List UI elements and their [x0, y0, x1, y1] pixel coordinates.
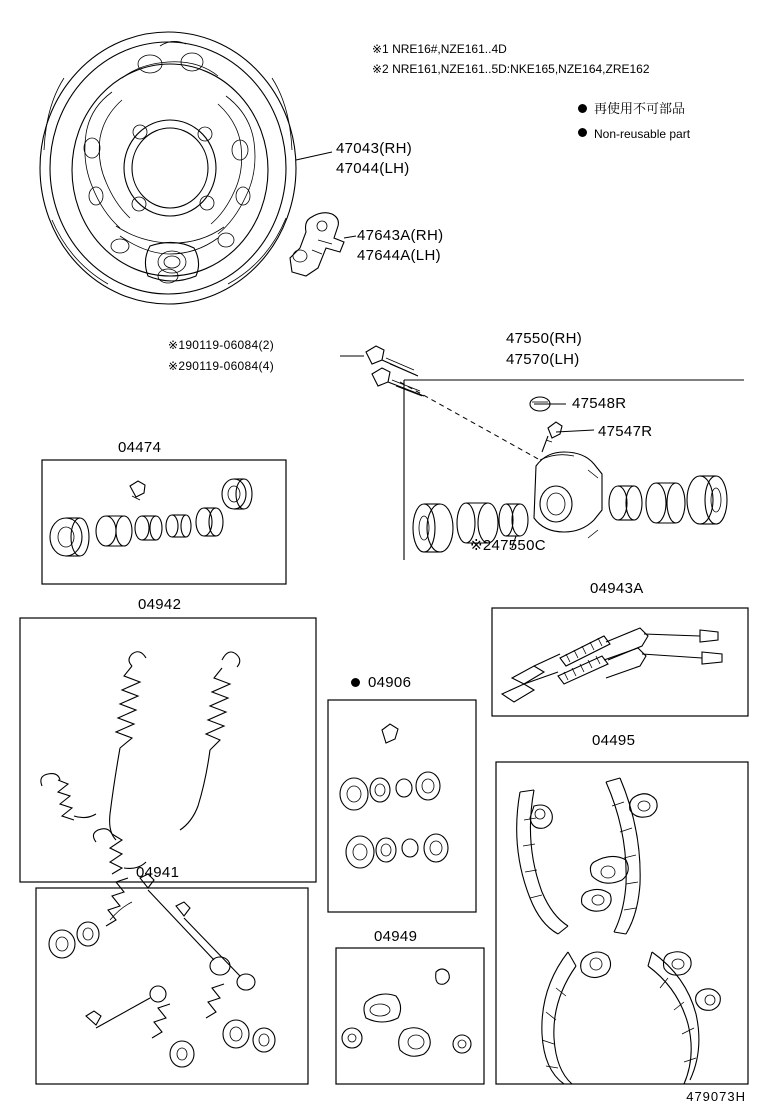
label-04495: 04495 [592, 732, 636, 749]
label-47548r: 47548R [572, 395, 627, 412]
label-47547r: 47547R [598, 423, 653, 440]
label-47550c: ※247550C [470, 537, 546, 554]
box-04495 [496, 762, 748, 1084]
label-04906: 04906 [368, 674, 412, 691]
label-47550-rh: 47550(RH) [506, 330, 583, 347]
footnote-1: ※1 NRE16#,NZE161..4D [372, 42, 507, 56]
non-reusable-marker-04906 [351, 678, 360, 687]
label-04942: 04942 [138, 596, 182, 613]
drawing-number: 479073H [686, 1089, 746, 1104]
legend-marker-en [578, 128, 587, 137]
legend-text-jp: 再使用不可部品 [594, 101, 686, 116]
label-04474: 04474 [118, 439, 162, 456]
box-04906 [328, 700, 476, 912]
label-47644a-lh: 47644A(LH) [357, 247, 441, 264]
label-47570-lh: 47570(LH) [506, 351, 580, 368]
box-04941 [36, 874, 308, 1084]
label-04943a: 04943A [590, 580, 644, 597]
legend-text-en: Non-reusable part [594, 127, 691, 141]
label-47643a-rh: 47643A(RH) [357, 227, 444, 244]
box-04474 [42, 460, 286, 584]
box-04943a [492, 608, 748, 716]
box-04942 [20, 618, 316, 882]
label-47043-rh: 47043(RH) [336, 140, 413, 157]
label-47044-lh: 47044(LH) [336, 160, 410, 177]
label-bolt-note-2: ※290119-06084(4) [168, 359, 275, 373]
label-04941: 04941 [136, 864, 180, 881]
parking-brake-lever-illustration [290, 213, 356, 276]
label-bolt-note-1: ※190119-06084(2) [168, 338, 275, 352]
legend-marker-jp [578, 104, 587, 113]
footnote-2: ※2 NRE161,NZE161..5D:NKE165,NZE164,ZRE162 [372, 62, 650, 76]
box-04949 [336, 948, 484, 1084]
backing-plate-illustration [40, 32, 332, 304]
label-04949: 04949 [374, 928, 418, 945]
